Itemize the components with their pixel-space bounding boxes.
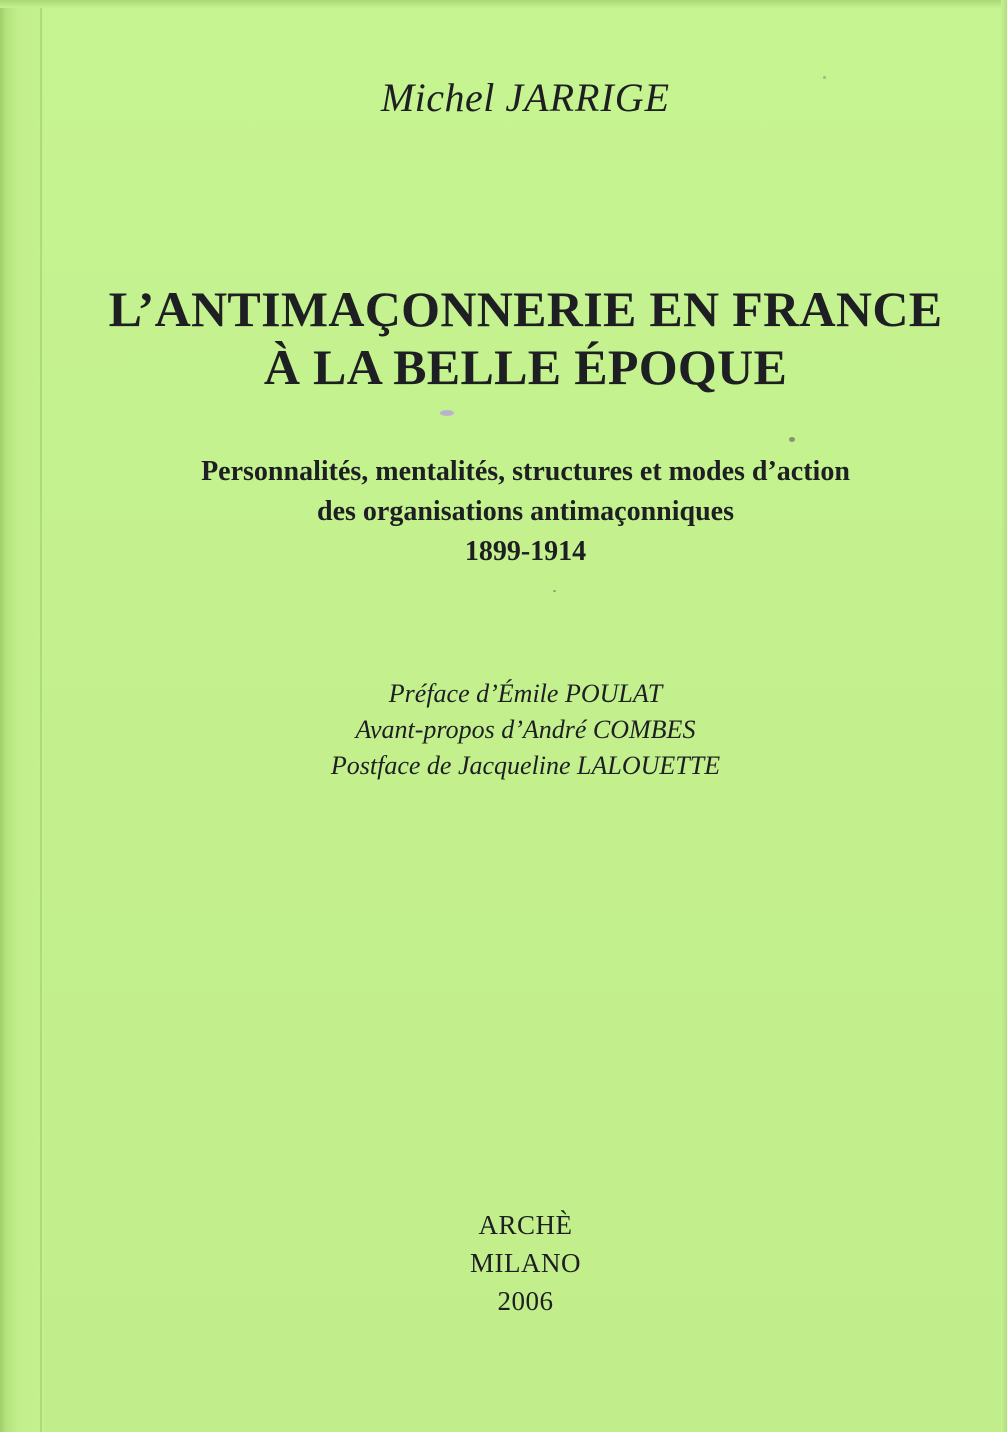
credit-role: Préface d’ xyxy=(388,679,498,708)
credit-preface xyxy=(44,676,1007,712)
spine-fold-line xyxy=(40,0,42,1432)
book-title xyxy=(44,280,1007,396)
top-edge xyxy=(0,0,1007,8)
scan-speck xyxy=(823,76,826,79)
credit-role: Postface de xyxy=(330,751,458,780)
credit-person: André COMBES xyxy=(522,715,696,744)
scan-speck xyxy=(553,590,556,592)
spine-edge xyxy=(0,0,44,1432)
subtitle-line-2: des organisations antimaçonniques xyxy=(317,496,734,527)
credit-foreword xyxy=(44,712,1007,748)
subtitle-dates: 1899-1914 xyxy=(464,536,587,567)
credit-person: Émile POULAT xyxy=(497,679,663,708)
title-line-1: L’ANTIMAÇONNERIE EN FRANCE xyxy=(108,281,943,337)
publisher-city: MILANO xyxy=(470,1248,581,1278)
credit-person: Jacqueline LALOUETTE xyxy=(457,751,721,780)
author-last-name: JARRIGE xyxy=(505,75,671,120)
author-name xyxy=(44,74,1007,121)
publication-year: 2006 xyxy=(497,1286,554,1316)
publisher-name: ARCHÈ xyxy=(478,1210,573,1240)
author-first-name: Michel xyxy=(380,75,495,120)
book-subtitle xyxy=(44,452,1007,572)
credit-afterword xyxy=(44,748,1007,784)
subtitle-line-1: Personnalités, mentalités, structures et modes d’action xyxy=(201,456,850,487)
scan-speck xyxy=(789,437,795,442)
publisher-info xyxy=(44,1206,1007,1320)
scan-speck xyxy=(440,410,454,416)
title-line-2: À LA BELLE ÉPOQUE xyxy=(263,339,788,395)
contributors xyxy=(44,676,1007,784)
credit-role: Avant-propos d’ xyxy=(355,715,523,744)
